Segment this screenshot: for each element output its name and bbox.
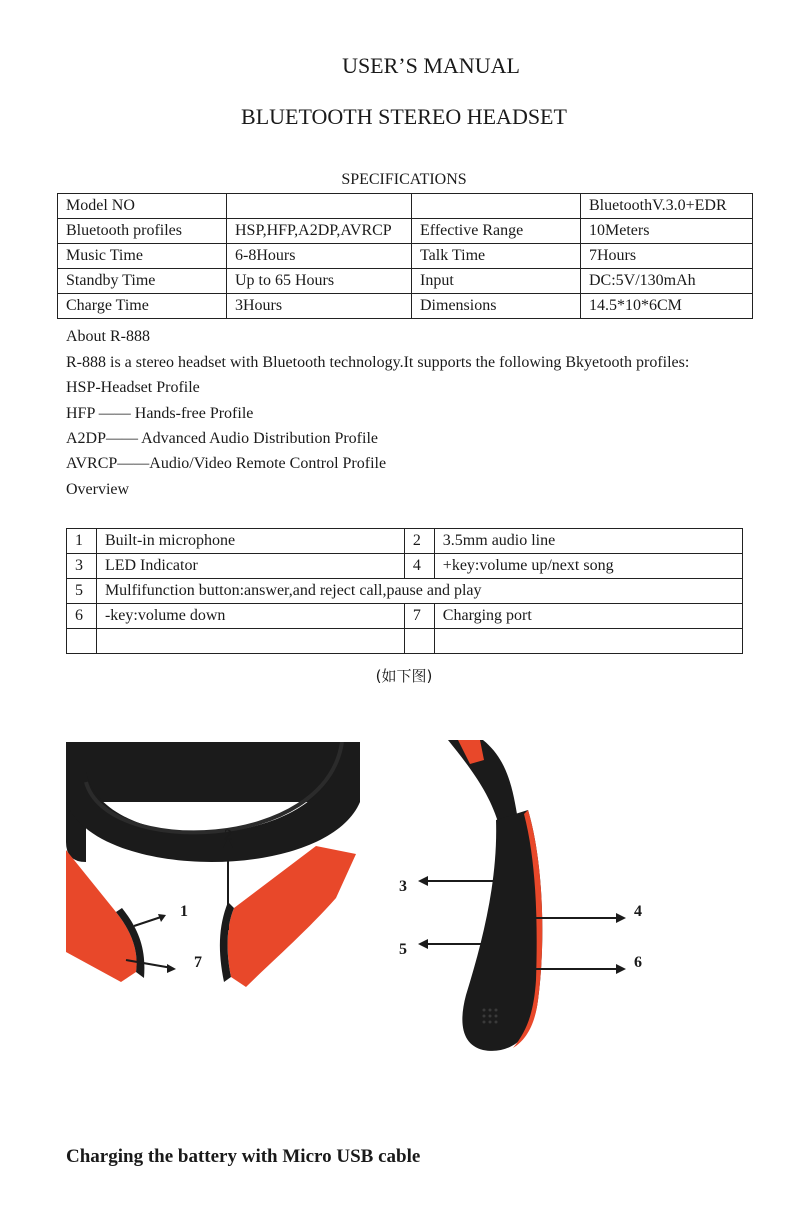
profile-hfp: HFP —— Hands-free Profile: [66, 405, 254, 422]
manual-title: USER’S MANUAL: [342, 53, 520, 78]
table-cell: HSP,HFP,A2DP,AVRCP: [227, 219, 412, 244]
item-description: +key:volume up/next song: [434, 554, 742, 579]
about-heading: About R-888: [66, 328, 150, 345]
item-description: 3.5mm audio line: [434, 529, 742, 554]
item-description: Mulfifunction button:answer,and reject call,pause and play: [96, 579, 742, 604]
callout-4: 4: [634, 903, 642, 920]
table-cell: Music Time: [58, 244, 227, 269]
table-cell: 7Hours: [581, 244, 753, 269]
item-number: [67, 629, 97, 654]
item-number: 4: [404, 554, 434, 579]
table-cell: Up to 65 Hours: [227, 269, 412, 294]
item-number: [404, 629, 434, 654]
table-cell: Input: [412, 269, 581, 294]
overview-heading: Overview: [66, 481, 130, 498]
table-cell: Model NO: [58, 194, 227, 219]
table-row: [58, 294, 753, 319]
table-row: [67, 554, 743, 579]
item-description: Built-in microphone: [96, 529, 404, 554]
headset-front-image: [66, 742, 366, 1062]
table-row: [58, 244, 753, 269]
overview-table: [66, 528, 743, 654]
table-cell: DC:5V/130mAh: [581, 269, 753, 294]
table-cell: Talk Time: [412, 244, 581, 269]
item-number: 3: [67, 554, 97, 579]
item-number: 6: [67, 604, 97, 629]
item-number: 7: [404, 604, 434, 629]
callout-2: 2: [224, 827, 232, 844]
table-cell: Bluetooth profiles: [58, 219, 227, 244]
item-number: 1: [67, 529, 97, 554]
table-row: [67, 604, 743, 629]
about-intro: R-888 is a stereo headset with Bluetooth technology.It supports the following Bkyetooth profiles:: [66, 354, 690, 371]
table-row: [58, 219, 753, 244]
item-description: LED Indicator: [96, 554, 404, 579]
callout-1: 1: [180, 903, 188, 920]
table-cell: [412, 194, 581, 219]
callout-3: 3: [399, 878, 407, 895]
table-row: [67, 529, 743, 554]
specifications-caption: SPECIFICATIONS: [341, 171, 467, 188]
table-cell: Dimensions: [412, 294, 581, 319]
table-cell: 3Hours: [227, 294, 412, 319]
figure-caption: (如下图): [375, 667, 433, 685]
item-number: 5: [67, 579, 97, 604]
item-description: Charging port: [434, 604, 742, 629]
table-cell: 10Meters: [581, 219, 753, 244]
item-description: [434, 629, 742, 654]
headset-side-image: [388, 740, 642, 1062]
profile-hsp: HSP-Headset Profile: [66, 379, 200, 396]
table-cell: [227, 194, 412, 219]
charging-heading: Charging the battery with Micro USB cable: [66, 1146, 421, 1167]
table-cell: 6-8Hours: [227, 244, 412, 269]
callout-7: 7: [194, 954, 202, 971]
product-title: BLUETOOTH STEREO HEADSET: [241, 104, 567, 129]
table-cell: Charge Time: [58, 294, 227, 319]
table-cell: Standby Time: [58, 269, 227, 294]
specifications-table: [57, 193, 753, 319]
table-row: [58, 194, 753, 219]
table-cell: 14.5*10*6CM: [581, 294, 753, 319]
table-cell: BluetoothV.3.0+EDR: [581, 194, 753, 219]
item-description: [96, 629, 404, 654]
profile-avrcp: AVRCP——Audio/Video Remote Control Profile: [66, 455, 387, 472]
item-description: -key:volume down: [96, 604, 404, 629]
table-cell: Effective Range: [412, 219, 581, 244]
callout-6: 6: [634, 954, 642, 971]
item-number: 2: [404, 529, 434, 554]
table-row: [67, 579, 743, 604]
table-row: [58, 269, 753, 294]
profile-a2dp: A2DP—— Advanced Audio Distribution Profile: [66, 430, 378, 447]
table-row: [67, 629, 743, 654]
callout-5: 5: [399, 941, 407, 958]
